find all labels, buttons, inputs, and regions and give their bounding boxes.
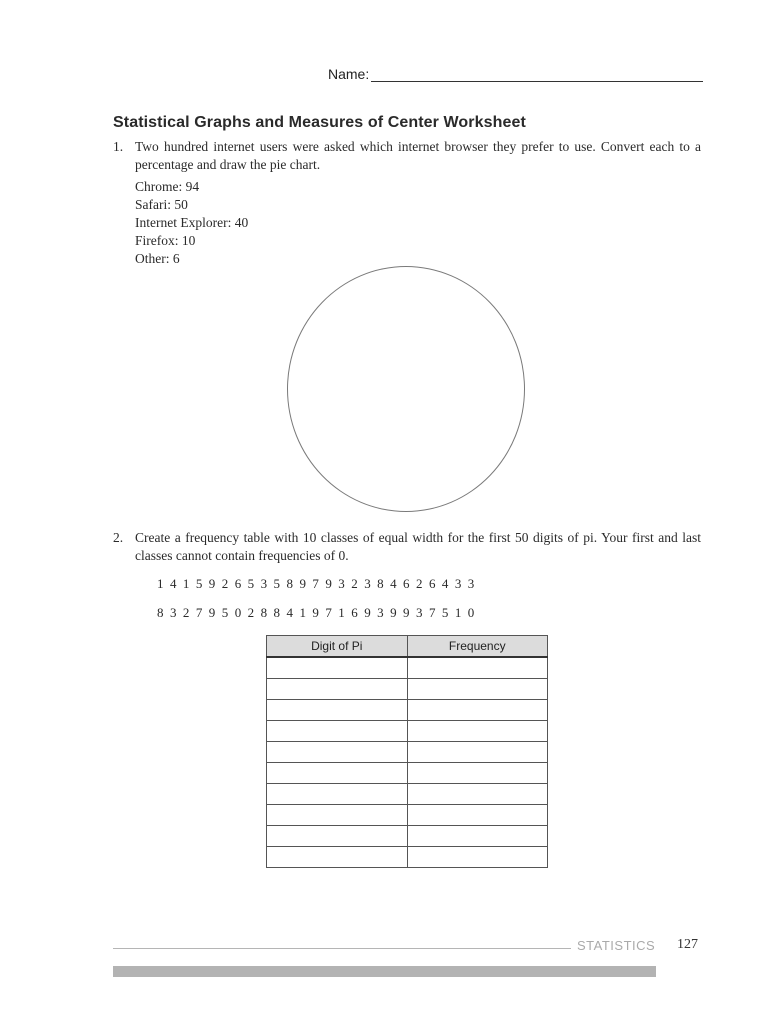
table-cell[interactable] [267,826,408,847]
table-row [267,805,548,826]
pi-digits-line-2: 8 3 2 7 9 5 0 2 8 8 4 1 9 7 1 6 9 3 9 9 3 7 5 1 0 [157,605,476,620]
table-cell[interactable] [267,721,408,742]
question-1-text: Two hundred internet users were asked which internet browser they prefer to use. Convert each to a percentage and draw the pie chart. [135,139,701,172]
question-1 [113,138,701,174]
browser-item-other: Other: 6 [135,251,180,266]
table-row [267,700,548,721]
browser-item-firefox: Firefox: 10 [135,233,196,248]
question-2-text: Create a frequency table with 10 classes of equal width for the first 50 digits of pi. Your first and last classes cannot contain frequencies of 0. [135,530,701,563]
table-cell[interactable] [267,847,408,868]
footer-section-label: STATISTICS [577,938,656,953]
table-cell[interactable] [267,679,408,700]
table-row [267,742,548,763]
table-cell[interactable] [407,763,548,784]
table-row [267,763,548,784]
footer-bar [113,966,656,977]
table-cell[interactable] [267,742,408,763]
column-header-digit: Digit of Pi [267,636,408,658]
table-cell[interactable] [267,700,408,721]
table-cell[interactable] [267,784,408,805]
table-cell[interactable] [407,847,548,868]
browser-item-safari: Safari: 50 [135,197,188,212]
browser-item-internet-explorer: Internet Explorer: 40 [135,215,249,230]
column-header-frequency: Frequency [407,636,548,658]
table-row [267,721,548,742]
table-row [267,847,548,868]
table-cell[interactable] [407,700,548,721]
table-body [267,657,548,868]
table-cell[interactable] [407,784,548,805]
page-number: 127 [677,937,698,952]
browser-list [135,178,248,268]
question-2-number: 2. [113,530,124,545]
table-row [267,679,548,700]
table-cell[interactable] [407,742,548,763]
pi-digits-line-1: 1 4 1 5 9 2 6 5 3 5 8 9 7 9 3 2 3 8 4 6 2 6 4 3 3 [157,576,476,591]
question-1-number: 1. [113,139,124,154]
worksheet-title: Statistical Graphs and Measures of Center Worksheet [113,114,526,131]
table-cell[interactable] [407,679,548,700]
table-row [267,784,548,805]
browser-item-chrome: Chrome: 94 [135,179,200,194]
table-cell[interactable] [267,763,408,784]
name-label: Name: [328,66,370,82]
table-cell[interactable] [407,657,548,679]
table-cell[interactable] [407,721,548,742]
question-2 [113,529,701,565]
frequency-table [266,635,548,868]
table-header-row [267,636,548,658]
table-row [267,826,548,847]
table-cell[interactable] [407,805,548,826]
blank-pie-chart-circle [287,266,525,512]
table-cell[interactable] [407,826,548,847]
footer-divider [113,948,571,949]
name-blank[interactable] [371,67,703,82]
table-cell[interactable] [267,805,408,826]
table-row [267,657,548,679]
name-field-line [328,66,703,82]
table-cell[interactable] [267,657,408,679]
